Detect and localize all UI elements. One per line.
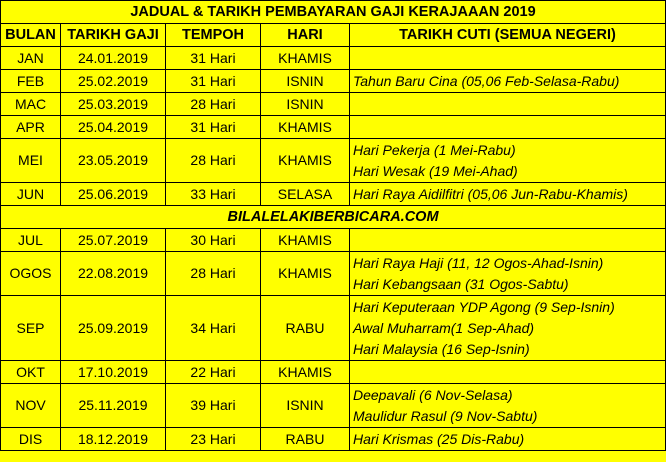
cell-tempoh: 33 Hari	[166, 183, 261, 206]
cell-tarikh-gaji: 25.04.2019	[61, 116, 166, 139]
title-row	[1, 1, 666, 24]
cell-hari: KHAMIS	[261, 47, 350, 70]
cell-tarikh-gaji: 22.08.2019	[61, 252, 166, 296]
col-header-hari: HARI	[261, 24, 350, 47]
cell-hari: RABU	[261, 296, 350, 361]
holiday-entry: Hari Malaysia (16 Sep-Isnin)	[353, 340, 530, 357]
col-header-tarikh-cuti: TARIKH CUTI (SEMUA NEGERI)	[350, 24, 666, 47]
cell-tarikh-cuti	[350, 428, 666, 451]
cell-tarikh-cuti	[350, 70, 666, 93]
table-row	[1, 229, 666, 252]
cell-tarikh-cuti	[350, 229, 666, 252]
table-body	[1, 1, 666, 451]
cell-tempoh: 31 Hari	[166, 47, 261, 70]
cell-tarikh-gaji: 24.01.2019	[61, 47, 166, 70]
header-row	[1, 24, 666, 47]
cell-tempoh: 28 Hari	[166, 252, 261, 296]
cell-bulan: SEP	[1, 296, 61, 361]
cell-tarikh-gaji: 17.10.2019	[61, 361, 166, 384]
cell-tarikh-cuti	[350, 384, 666, 428]
cell-bulan: APR	[1, 116, 61, 139]
holiday-entry: Hari Pekerja (1 Mei-Rabu)	[353, 141, 516, 158]
table-row	[1, 116, 666, 139]
cell-tempoh: 22 Hari	[166, 361, 261, 384]
holiday-entry: Tahun Baru Cina (05,06 Feb-Selasa-Rabu)	[353, 72, 620, 89]
cell-bulan: DIS	[1, 428, 61, 451]
cell-tarikh-cuti	[350, 296, 666, 361]
cell-tempoh: 39 Hari	[166, 384, 261, 428]
holiday-entry: Maulidur Rasul (9 Nov-Sabtu)	[353, 407, 538, 424]
cell-tarikh-cuti	[350, 361, 666, 384]
site-banner: BILALELAKIBERBICARA.COM	[1, 206, 666, 229]
cell-tarikh-gaji: 25.06.2019	[61, 183, 166, 206]
cell-tarikh-gaji: 25.07.2019	[61, 229, 166, 252]
cell-bulan: JUN	[1, 183, 61, 206]
cell-tempoh: 34 Hari	[166, 296, 261, 361]
table-row	[1, 93, 666, 116]
holiday-entry: Awal Muharram(1 Sep-Ahad)	[353, 319, 535, 336]
cell-tempoh: 31 Hari	[166, 70, 261, 93]
table-row	[1, 361, 666, 384]
table-row	[1, 428, 666, 451]
cell-hari: KHAMIS	[261, 361, 350, 384]
cell-bulan: MAC	[1, 93, 61, 116]
cell-tarikh-gaji: 25.03.2019	[61, 93, 166, 116]
cell-tempoh: 28 Hari	[166, 93, 261, 116]
table-row	[1, 47, 666, 70]
cell-tarikh-cuti	[350, 47, 666, 70]
table-row	[1, 70, 666, 93]
cell-tarikh-gaji: 25.02.2019	[61, 70, 166, 93]
cell-tarikh-gaji: 25.11.2019	[61, 384, 166, 428]
table-row	[1, 183, 666, 206]
cell-tempoh: 31 Hari	[166, 116, 261, 139]
cell-hari: RABU	[261, 428, 350, 451]
holiday-entry: Hari Krismas (25 Dis-Rabu)	[353, 430, 525, 447]
cell-bulan: NOV	[1, 384, 61, 428]
col-header-tempoh: TEMPOH	[166, 24, 261, 47]
cell-hari: KHAMIS	[261, 116, 350, 139]
cell-hari: KHAMIS	[261, 229, 350, 252]
col-header-bulan: BULAN	[1, 24, 61, 47]
cell-hari: KHAMIS	[261, 139, 350, 183]
cell-tarikh-cuti	[350, 93, 666, 116]
cell-tarikh-cuti	[350, 252, 666, 296]
holiday-entry: Hari Wesak (19 Mei-Ahad)	[353, 162, 518, 179]
cell-tarikh-cuti	[350, 139, 666, 183]
cell-bulan: OGOS	[1, 252, 61, 296]
cell-tempoh: 30 Hari	[166, 229, 261, 252]
cell-tarikh-gaji: 18.12.2019	[61, 428, 166, 451]
cell-bulan: JUL	[1, 229, 61, 252]
holiday-entry: Hari Raya Aidilfitri (05,06 Jun-Rabu-Khamis)	[353, 185, 628, 202]
table-row	[1, 139, 666, 183]
table-row	[1, 296, 666, 361]
site-banner-row	[1, 206, 666, 229]
col-header-tarikh-gaji: TARIKH GAJI	[61, 24, 166, 47]
cell-bulan: JAN	[1, 47, 61, 70]
cell-tarikh-gaji: 25.09.2019	[61, 296, 166, 361]
table-row	[1, 384, 666, 428]
cell-bulan: OKT	[1, 361, 61, 384]
cell-tarikh-gaji: 23.05.2019	[61, 139, 166, 183]
cell-bulan: MEI	[1, 139, 61, 183]
cell-bulan: FEB	[1, 70, 61, 93]
holiday-entry: Hari Raya Haji (11, 12 Ogos-Ahad-Isnin)	[353, 254, 604, 271]
table-row	[1, 252, 666, 296]
cell-hari: ISNIN	[261, 70, 350, 93]
holiday-entry: Hari Kebangsaan (31 Ogos-Sabtu)	[353, 275, 569, 292]
holiday-entry: Hari Keputeraan YDP Agong (9 Sep-Isnin)	[353, 298, 615, 315]
cell-tempoh: 23 Hari	[166, 428, 261, 451]
cell-hari: KHAMIS	[261, 252, 350, 296]
cell-tarikh-cuti	[350, 116, 666, 139]
cell-tarikh-cuti	[350, 183, 666, 206]
cell-hari: ISNIN	[261, 384, 350, 428]
cell-hari: SELASA	[261, 183, 350, 206]
holiday-entry: Deepavali (6 Nov-Selasa)	[353, 386, 513, 403]
table-title: JADUAL & TARIKH PEMBAYARAN GAJI KERAJAAAN 2019	[1, 1, 666, 24]
cell-tempoh: 28 Hari	[166, 139, 261, 183]
cell-hari: ISNIN	[261, 93, 350, 116]
